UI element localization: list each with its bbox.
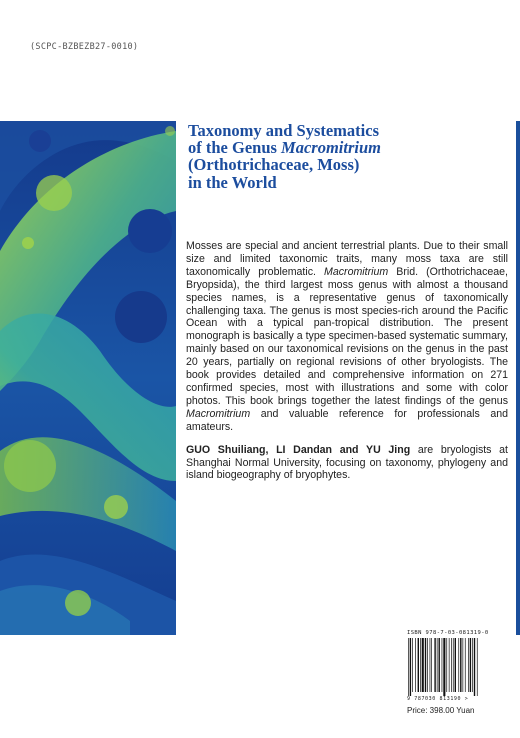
barcode-bar bbox=[451, 638, 452, 692]
barcode-bar bbox=[431, 638, 432, 692]
barcode-bar bbox=[468, 638, 469, 692]
barcode-bar bbox=[410, 638, 411, 696]
barcode-bar bbox=[446, 638, 447, 692]
barcode-bar bbox=[470, 638, 471, 692]
barcode-bar bbox=[443, 638, 445, 696]
barcode-bar bbox=[453, 638, 454, 692]
barcode-bar bbox=[463, 638, 464, 692]
barcode-graphic bbox=[407, 638, 503, 696]
artwork-graphic bbox=[0, 121, 176, 635]
barcode-bar bbox=[415, 638, 416, 692]
title-line-2 bbox=[188, 139, 508, 156]
title-line-3: (Orthotrichaceae, Moss) bbox=[188, 155, 360, 175]
description-text-2: Brid. (Orthotrichaceae, Bryopsida), the third largest moss genus with almost a thousand species names, is a representative genus of taxonomically challenging taxa. The genus is most species-rich around the Pacific Ocean with a typical pan-tropical distribution. The present monograph is basically a type specimen-based systematic summary, mainly based on our taxonomical revisions on the genus in the past 20 years, partially on regional revisions of other bryologists. The book provides detailed and comprehensive information on 271 confirmed species, most with illustrations and some with color photos. This book brings together the latest findings of the genus bbox=[186, 265, 508, 407]
barcode-bar bbox=[455, 638, 456, 692]
title-line-4: in the World bbox=[188, 172, 277, 192]
barcode-bar bbox=[460, 638, 461, 692]
title-line-1: Taxonomy and Systematics bbox=[188, 121, 379, 140]
decorative-band bbox=[516, 121, 520, 635]
isbn-block bbox=[407, 630, 503, 702]
barcode-bar bbox=[472, 638, 473, 692]
catalog-code: (SCPC-BZBEZB27-0010) bbox=[30, 42, 139, 52]
title-line-2-prefix: of the Genus bbox=[188, 138, 282, 158]
barcode-bar bbox=[420, 638, 421, 692]
barcode-bar bbox=[474, 638, 475, 696]
barcode-digits: 9 787030 813190 > bbox=[407, 696, 469, 702]
title-genus: Macromitrium bbox=[281, 138, 381, 158]
barcode-bar bbox=[427, 638, 428, 692]
genus-name: Macromitrium bbox=[324, 265, 389, 278]
isbn-label: ISBN 978-7-03-081319-0 bbox=[407, 630, 489, 636]
barcode-bar bbox=[430, 638, 431, 692]
book-description bbox=[186, 240, 508, 482]
decorative-artwork bbox=[0, 121, 176, 635]
genus-name: Macromitrium bbox=[186, 407, 251, 420]
description-text-3: and valuable reference for professionals and amateurs. bbox=[186, 407, 508, 433]
barcode-bar bbox=[434, 638, 435, 692]
barcode-bar bbox=[442, 638, 443, 692]
barcode-bar bbox=[477, 638, 478, 696]
barcode-bar bbox=[418, 638, 419, 692]
barcode-bar bbox=[412, 638, 413, 692]
barcode-bar bbox=[465, 638, 466, 692]
author-names: GUO Shuiliang, LI Dandan and YU Jing bbox=[186, 443, 411, 456]
barcode-bar bbox=[425, 638, 426, 692]
barcode-bar bbox=[449, 638, 450, 692]
authors-paragraph bbox=[186, 444, 508, 483]
authors-text: are bryologists at Shanghai Normal University, focusing on taxonomy, phylogeny and island biogeography of bryophytes. bbox=[186, 443, 508, 482]
description-paragraph bbox=[186, 240, 508, 434]
barcode-bar bbox=[408, 638, 409, 696]
barcode-bar bbox=[439, 638, 440, 692]
barcode-bar bbox=[437, 638, 438, 692]
barcode-bar bbox=[422, 638, 424, 692]
price-label: Price: 398.00 Yuan bbox=[407, 706, 475, 715]
barcode-bar bbox=[458, 638, 459, 692]
book-title bbox=[188, 122, 508, 191]
description-text-1: Mosses are special and ancient terrestrial plants. Due to their small size and limited taxonomic traits, many moss taxa are still taxonomically problematic. bbox=[186, 240, 508, 278]
